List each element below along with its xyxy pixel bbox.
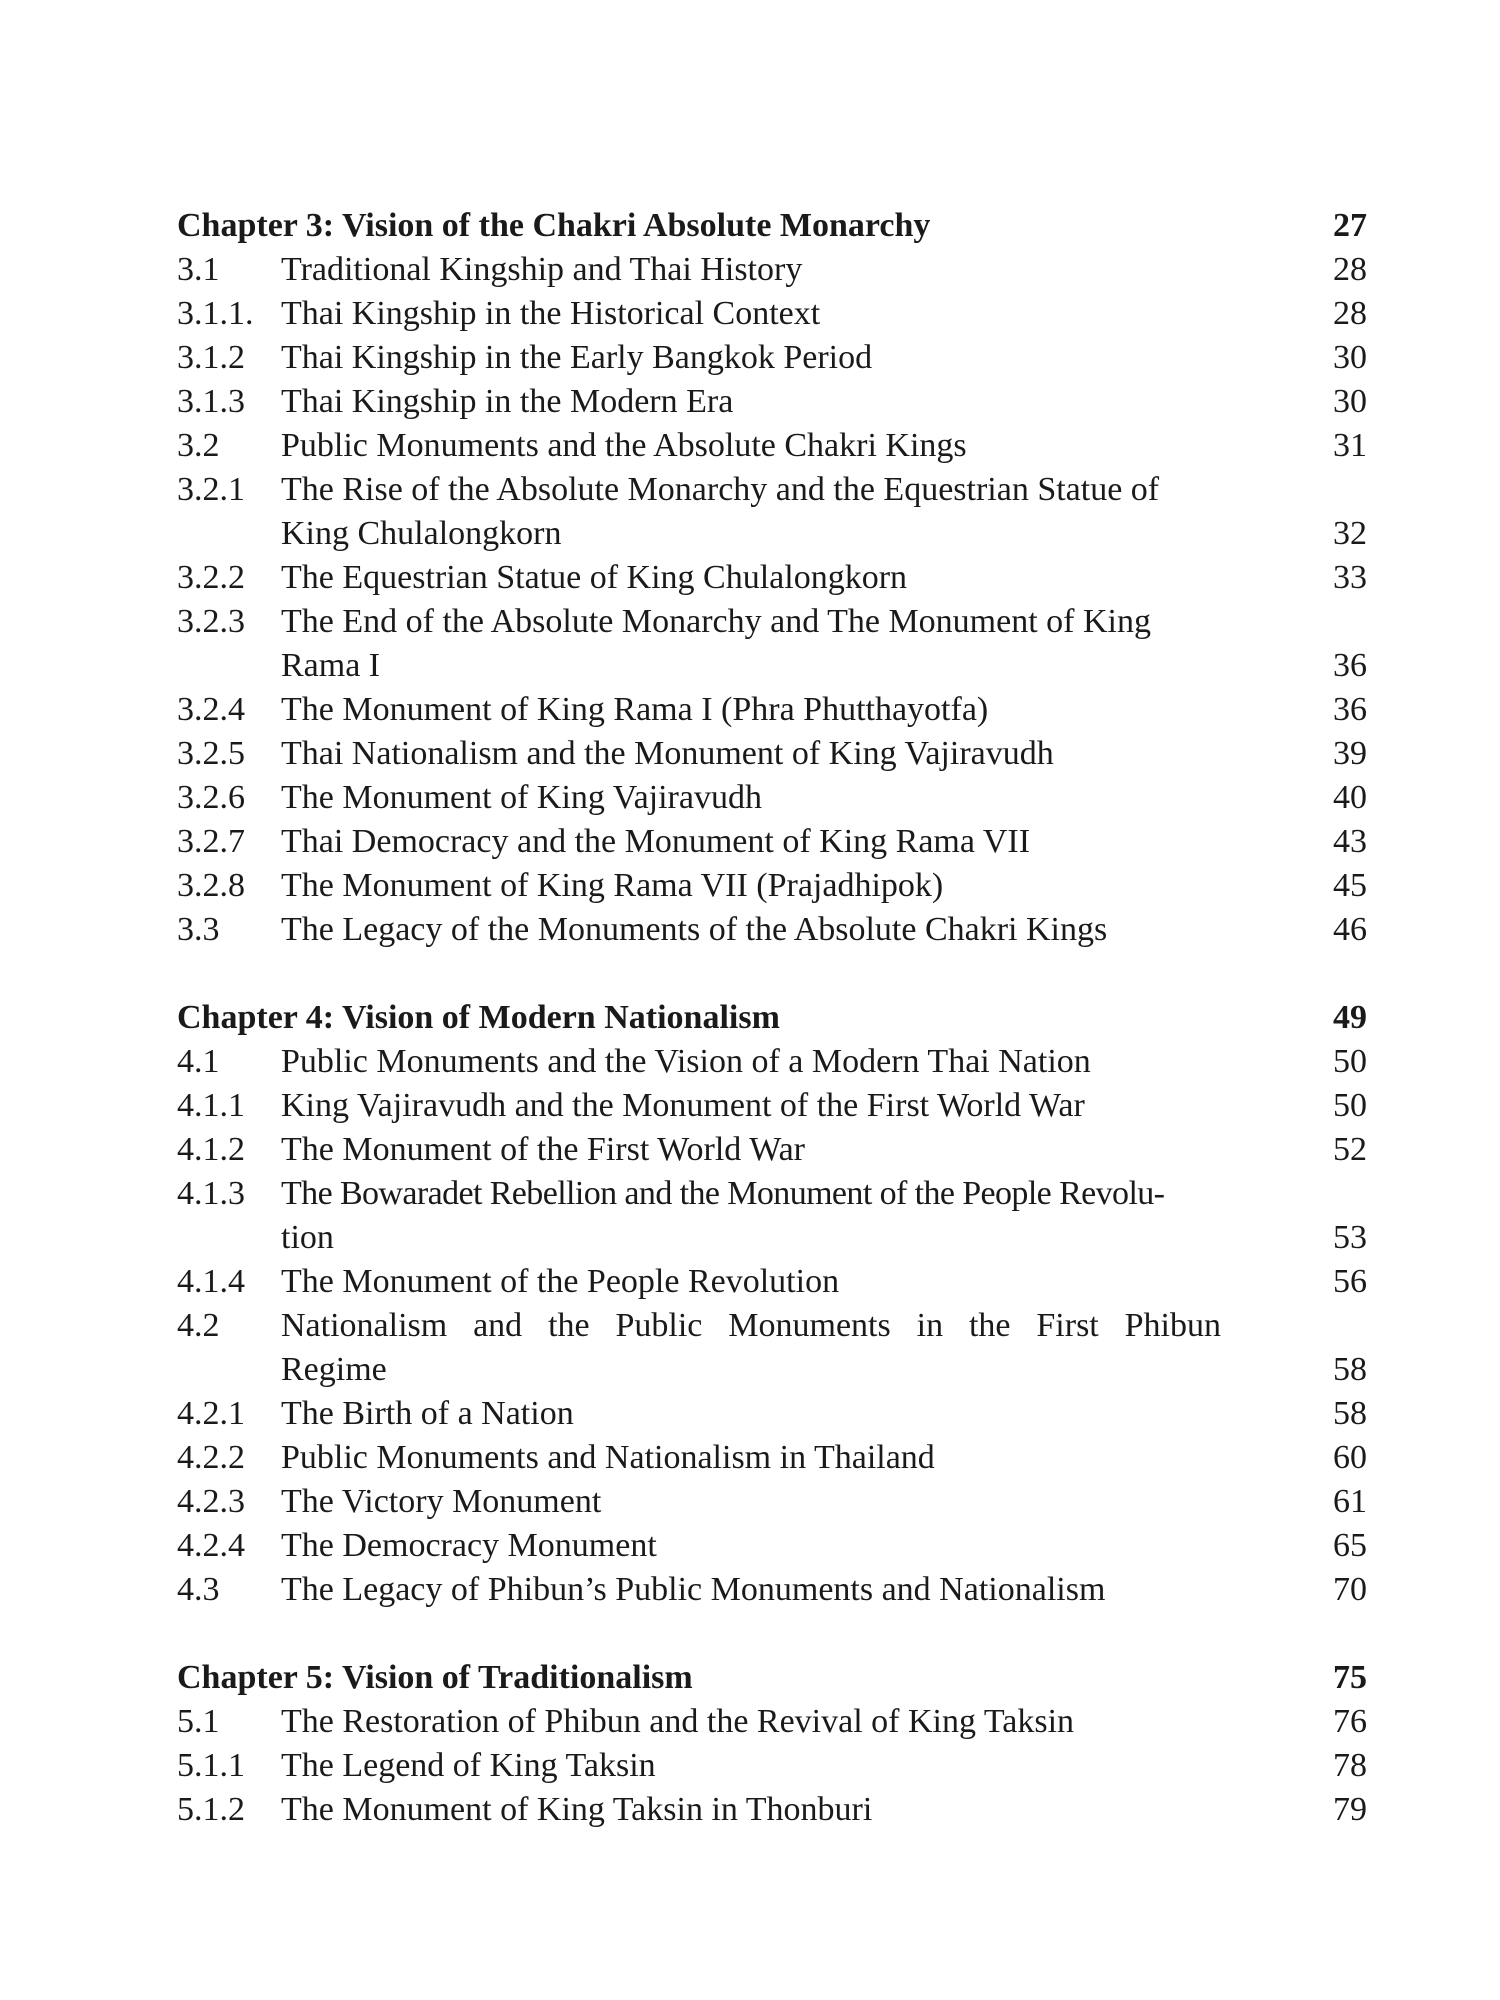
section-page-number: 65 [1333,1527,1367,1564]
section-title: Nationalism and the Public Monuments in the First Phibun [281,1307,1221,1344]
section-number: 4.1.4 [177,1263,245,1300]
section-title-wrapped [281,468,1281,556]
section-page-number: 58 [1333,1395,1367,1432]
section-page-number: 31 [1333,427,1367,464]
chapter-3 [177,204,1367,952]
section-number: 3.2.1 [177,471,245,508]
table-of-contents [177,204,1367,1876]
toc-entry[interactable] [177,1260,1367,1304]
toc-entry[interactable] [177,380,1367,424]
section-page-number: 28 [1333,251,1367,288]
chapter-page-number: 49 [1333,999,1367,1036]
toc-entry[interactable] [177,688,1367,732]
section-title: The Democracy Monument [281,1527,657,1564]
section-number: 5.1.2 [177,1791,245,1828]
toc-entry[interactable] [177,1084,1367,1128]
section-title: The Legacy of Phibun’s Public Monuments and Nationalism [281,1571,1106,1608]
section-page-number: 61 [1333,1483,1367,1520]
chapter-page-number: 27 [1333,207,1367,244]
section-title: Thai Kingship in the Modern Era [281,383,734,420]
toc-entry[interactable] [177,556,1367,600]
section-page-number: 36 [1333,691,1367,728]
section-page-number: 33 [1333,559,1367,596]
section-number: 4.2.4 [177,1527,245,1564]
chapter-heading-row[interactable] [177,1656,1367,1700]
chapter-heading-row[interactable] [177,204,1367,248]
section-page-number: 28 [1333,295,1367,332]
section-title: The Monument of the First World War [281,1131,805,1168]
section-page-number: 76 [1333,1703,1367,1740]
section-page-number: 30 [1333,339,1367,376]
toc-entry[interactable] [177,1480,1367,1524]
chapter-5 [177,1656,1367,1832]
section-title: The Equestrian Statue of King Chulalongkorn [281,559,908,596]
section-title-continuation: Rama I [281,647,381,684]
toc-entry[interactable] [177,424,1367,468]
toc-entry[interactable] [177,864,1367,908]
section-title: Public Monuments and the Absolute Chakri Kings [281,427,967,464]
toc-entry[interactable] [177,1788,1367,1832]
section-number: 4.2.2 [177,1439,245,1476]
toc-entry[interactable] [177,468,1367,556]
section-number: 3.2.4 [177,691,245,728]
section-page-number: 56 [1333,1263,1367,1300]
section-title: The Birth of a Nation [281,1395,574,1432]
section-title: The Bowaradet Rebellion and the Monument of the People Revolu- [281,1175,1165,1212]
toc-entry[interactable] [177,820,1367,864]
section-title: The Legacy of the Monuments of the Absolute Chakri Kings [281,911,1108,948]
section-number: 3.1.1. [177,295,254,332]
toc-entry[interactable] [177,1524,1367,1568]
toc-entry[interactable] [177,908,1367,952]
toc-entry[interactable] [177,1040,1367,1084]
chapter-page-number: 75 [1333,1659,1367,1696]
section-number: 5.1.1 [177,1747,245,1784]
section-page-number: 50 [1333,1087,1367,1124]
section-number: 4.1 [177,1043,220,1080]
toc-entry[interactable] [177,248,1367,292]
toc-entry[interactable] [177,292,1367,336]
chapter-title: Chapter 5: Vision of Traditionalism [177,1659,693,1696]
section-page-number: 79 [1333,1791,1367,1828]
section-number: 3.2.2 [177,559,245,596]
section-number: 4.2.1 [177,1395,245,1432]
section-page-number: 46 [1333,911,1367,948]
section-title: Thai Kingship in the Historical Context [281,295,821,332]
section-number: 3.2.5 [177,735,245,772]
section-number: 4.2.3 [177,1483,245,1520]
section-page-number: 39 [1333,735,1367,772]
section-title-continuation: Regime [281,1351,387,1388]
section-page-number: 50 [1333,1043,1367,1080]
section-title: Thai Nationalism and the Monument of King Vajiravudh [281,735,1054,772]
section-title: King Vajiravudh and the Monument of the First World War [281,1087,1085,1124]
section-number: 3.2.8 [177,867,245,904]
toc-entry[interactable] [177,732,1367,776]
toc-entry[interactable] [177,1304,1367,1392]
section-number: 4.3 [177,1571,220,1608]
chapter-title: Chapter 4: Vision of Modern Nationalism [177,999,780,1036]
chapter-heading-row[interactable] [177,996,1367,1040]
toc-entry[interactable] [177,1392,1367,1436]
section-title: Public Monuments and the Vision of a Modern Thai Nation [281,1043,1091,1080]
section-title: The Monument of King Rama I (Phra Phutthayotfa) [281,691,989,728]
toc-entry[interactable] [177,1568,1367,1612]
section-title-continuation: tion [281,1219,334,1256]
toc-entry[interactable] [177,336,1367,380]
section-title: The Rise of the Absolute Monarchy and the Equestrian Statue of [281,471,1160,508]
section-page-number: 36 [1333,647,1367,684]
toc-entry[interactable] [177,1700,1367,1744]
section-number: 4.1.3 [177,1175,245,1212]
chapter-title: Chapter 3: Vision of the Chakri Absolute Monarchy [177,207,931,244]
section-title: Traditional Kingship and Thai History [281,251,803,288]
section-page-number: 45 [1333,867,1367,904]
section-page-number: 70 [1333,1571,1367,1608]
section-title-wrapped [281,1304,1281,1392]
section-page-number: 53 [1333,1219,1367,1256]
section-title-wrapped [281,600,1281,688]
section-number: 3.1 [177,251,220,288]
section-number: 5.1 [177,1703,220,1740]
section-title-continuation: King Chulalongkorn [281,515,562,552]
section-number: 3.1.2 [177,339,245,376]
section-number: 4.2 [177,1307,220,1344]
section-number: 3.2.7 [177,823,245,860]
section-title: Thai Democracy and the Monument of King Rama VII [281,823,1031,860]
section-title: The Victory Monument [281,1483,602,1520]
section-number: 3.3 [177,911,220,948]
section-page-number: 58 [1333,1351,1367,1388]
section-title: Public Monuments and Nationalism in Thailand [281,1439,935,1476]
section-number: 3.2 [177,427,220,464]
section-number: 4.1.2 [177,1131,245,1168]
toc-entry[interactable] [177,1744,1367,1788]
section-title: The Restoration of Phibun and the Revival of King Taksin [281,1703,1075,1740]
section-page-number: 43 [1333,823,1367,860]
section-title: Thai Kingship in the Early Bangkok Period [281,339,873,376]
toc-entry[interactable] [177,776,1367,820]
section-page-number: 52 [1333,1131,1367,1168]
section-title: The Legend of King Taksin [281,1747,656,1784]
section-title: The Monument of the People Revolution [281,1263,840,1300]
section-number: 3.2.6 [177,779,245,816]
toc-entry[interactable] [177,1436,1367,1480]
section-number: 3.2.3 [177,603,245,640]
section-title: The Monument of King Vajiravudh [281,779,762,816]
section-title: The End of the Absolute Monarchy and The Monument of King [281,603,1151,640]
chapter-4 [177,996,1367,1612]
toc-entry[interactable] [177,1172,1367,1260]
section-page-number: 30 [1333,383,1367,420]
section-title: The Monument of King Rama VII (Prajadhipok) [281,867,944,904]
section-page-number: 32 [1333,515,1367,552]
section-page-number: 60 [1333,1439,1367,1476]
section-number: 4.1.1 [177,1087,245,1124]
section-number: 3.1.3 [177,383,245,420]
section-title: The Monument of King Taksin in Thonburi [281,1791,873,1828]
section-page-number: 78 [1333,1747,1367,1784]
toc-entry[interactable] [177,1128,1367,1172]
section-page-number: 40 [1333,779,1367,816]
section-title-wrapped [281,1172,1281,1260]
toc-entry[interactable] [177,600,1367,688]
